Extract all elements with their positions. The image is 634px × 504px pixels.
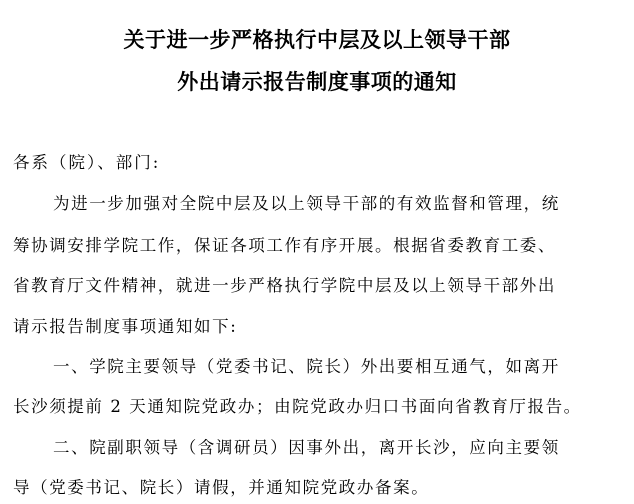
paragraph-line: 为进一步加强对全院中层及以上领导干部的有效监督和管理，统	[53, 194, 560, 213]
paragraph-line: 省教育厅文件精神，就进一步严格执行学院中层及以上领导干部外出	[13, 276, 556, 295]
paragraph-line: 请示报告制度事项通知如下:	[13, 317, 238, 336]
document-title-line-1: 关于进一步严格执行中层及以上领导干部	[123, 27, 511, 52]
paragraph-line: 长沙须提前 2 天通知院党政办；由院党政办归口书面向省教育厅报告。	[13, 397, 582, 416]
paragraph-line: 一、学院主要领导（党委书记、院长）外出要相互通气，如离开	[53, 357, 560, 376]
paragraph-line: 导（党委书记、院长）请假，并通知院党政办备案。	[13, 478, 430, 497]
paragraph-line: 筹协调安排学院工作，保证各项工作有序开展。根据省委教育工委、	[13, 236, 556, 255]
salutation: 各系（院）、部门:	[13, 153, 161, 172]
document-title-line-2: 外出请示报告制度事项的通知	[177, 69, 457, 94]
paragraph-line: 二、院副职领导（含调研员）因事外出，离开长沙，应向主要领	[53, 438, 560, 457]
